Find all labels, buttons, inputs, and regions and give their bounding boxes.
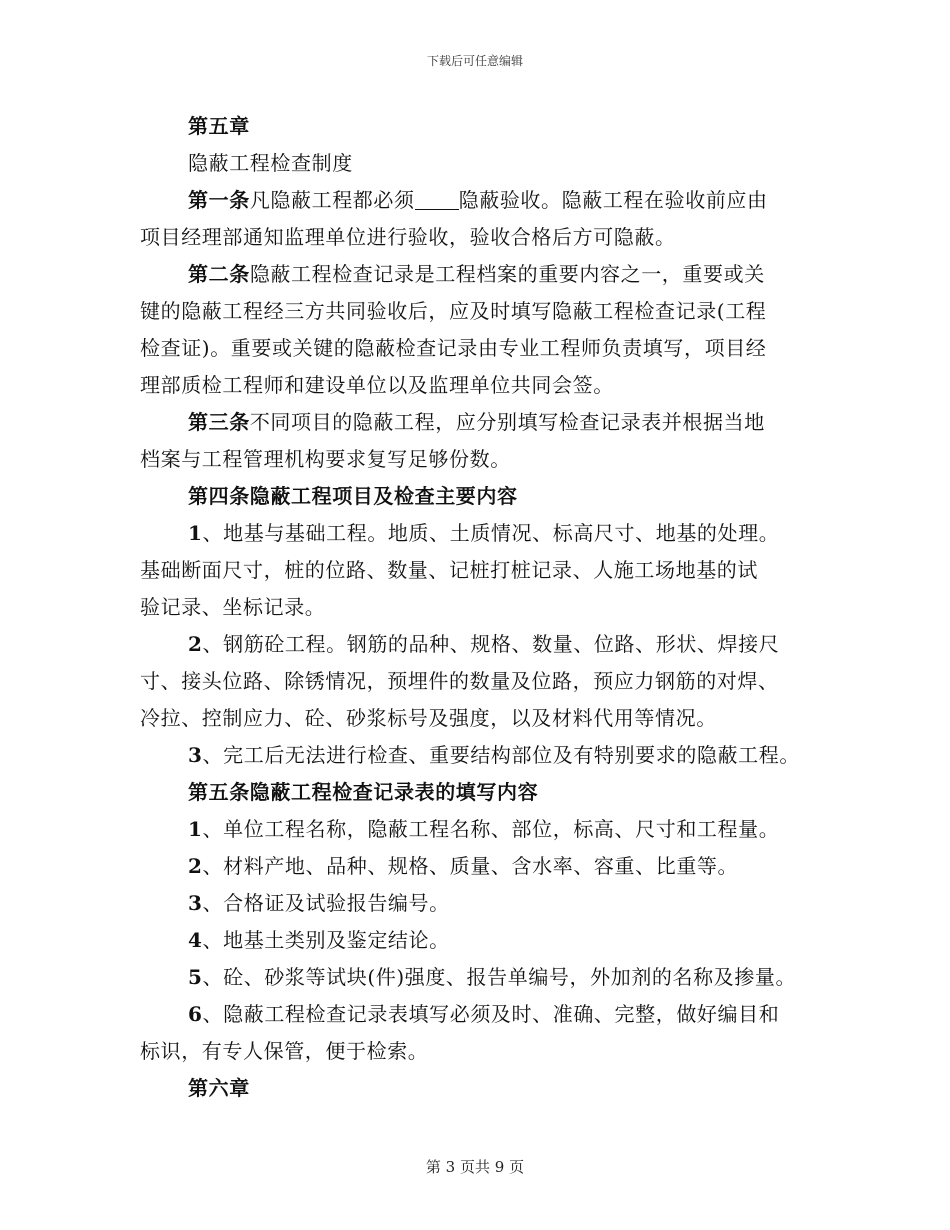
- item-number: 2: [188, 854, 203, 878]
- article-5-item-3: [140, 885, 830, 922]
- article-1-line-1: [140, 182, 830, 219]
- page-header-note: 下载后可任意编辑: [426, 54, 523, 68]
- article-4-item-2-line-1: [140, 626, 830, 663]
- item-number: 4: [188, 928, 203, 952]
- item-text: 、材料产地、品种、规格、质量、含水率、容重、比重等。: [202, 854, 739, 878]
- article-4-heading: 第四条隐蔽工程项目及检查主要内容: [188, 484, 518, 508]
- article-2-line-3: 检查证)。重要或关键的隐蔽检查记录由专业工程师负责填写，项目经: [140, 336, 767, 360]
- page-number: 第 3 页共 9 页: [425, 1158, 525, 1176]
- document-body: [140, 108, 830, 1107]
- item-number: 2: [188, 632, 203, 656]
- article-4-item-2-line-2: 寸、接头位路、除锈情况，预埋件的数量及位路，预应力钢筋的对焊、: [140, 669, 779, 693]
- item-text: 、地基土类别及鉴定结论。: [202, 928, 450, 952]
- article-4-item-2-line-3: 冷拉、控制应力、砼、砂浆标号及强度，以及材料代用等情况。: [140, 706, 717, 730]
- chapter-5-title: 第五章: [188, 114, 250, 138]
- article-5-item-1: [140, 811, 830, 848]
- article-3-label: 第三条: [188, 410, 250, 434]
- item-text: 、砼、砂浆等试块(件)强度、报告单编号，外加剂的名称及掺量。: [202, 965, 797, 989]
- article-2-line-4: 理部质检工程师和建设单位以及监理单位共同会签。: [140, 373, 614, 397]
- article-3-line-1: [140, 404, 830, 441]
- article-3-line-2: 档案与工程管理机构要求复写足够份数。: [140, 447, 511, 471]
- article-4-item-1-line-3: 验记录、坐标记录。: [140, 595, 326, 619]
- article-2-label: 第二条: [188, 262, 250, 286]
- article-1-text-a: 凡隐蔽工程都必须: [249, 188, 415, 212]
- article-5-item-6-line-2: 标识，有专人保管，便于检索。: [140, 1039, 429, 1063]
- item-text: 、隐蔽工程检查记录表填写必须及时、准确、完整，做好编目和: [202, 1002, 780, 1026]
- article-4-item-3-line-1: [140, 737, 830, 774]
- chapter-5-subtitle: 隐蔽工程检查制度: [188, 151, 353, 175]
- item-text: 、完工后无法进行检查、重要结构部位及有特别要求的隐蔽工程。: [202, 743, 800, 767]
- article-5-item-5: [140, 959, 830, 996]
- article-2-line-2: 键的隐蔽工程经三方共同验收后，应及时填写隐蔽工程检查记录(工程: [140, 299, 767, 323]
- article-5-heading: 第五条隐蔽工程检查记录表的填写内容: [188, 780, 539, 804]
- article-5-item-6-line-1: [140, 996, 830, 1033]
- item-text: 、地基与基础工程。地质、土质情况、标高尺寸、地基的处理。: [202, 521, 780, 545]
- article-5-item-4: [140, 922, 830, 959]
- item-number: 1: [188, 521, 203, 545]
- article-5-item-2: [140, 848, 830, 885]
- item-text: 、单位工程名称，隐蔽工程名称、部位，标高、尺寸和工程量。: [202, 817, 780, 841]
- article-1-text-b: 隐蔽验收。隐蔽工程在验收前应由: [458, 188, 768, 212]
- item-number: 6: [188, 1002, 203, 1026]
- item-number: 5: [188, 965, 203, 989]
- article-2-text: 隐蔽工程检查记录是工程档案的重要内容之一，重要或关: [249, 262, 765, 286]
- item-text: 、合格证及试验报告编号。: [202, 891, 450, 915]
- article-4-item-1-line-1: [140, 515, 830, 552]
- item-text: 、钢筋砼工程。钢筋的品种、规格、数量、位路、形状、焊接尺: [202, 632, 780, 656]
- article-4-item-1-line-2: 基础断面尺寸，桩的位路、数量、记桩打桩记录、人施工场地基的试: [140, 558, 758, 582]
- fill-in-blank: [415, 189, 459, 210]
- article-1-label: 第一条: [188, 188, 250, 212]
- item-number: 3: [188, 891, 203, 915]
- item-number: 1: [188, 817, 203, 841]
- article-2-line-1: [140, 256, 830, 293]
- article-3-text: 不同项目的隐蔽工程，应分别填写检查记录表并根据当地: [249, 410, 765, 434]
- article-1-line-2: 项目经理部通知监理单位进行验收，验收合格后方可隐蔽。: [140, 225, 676, 249]
- item-number: 3: [188, 743, 203, 767]
- chapter-6-title: 第六章: [188, 1076, 250, 1100]
